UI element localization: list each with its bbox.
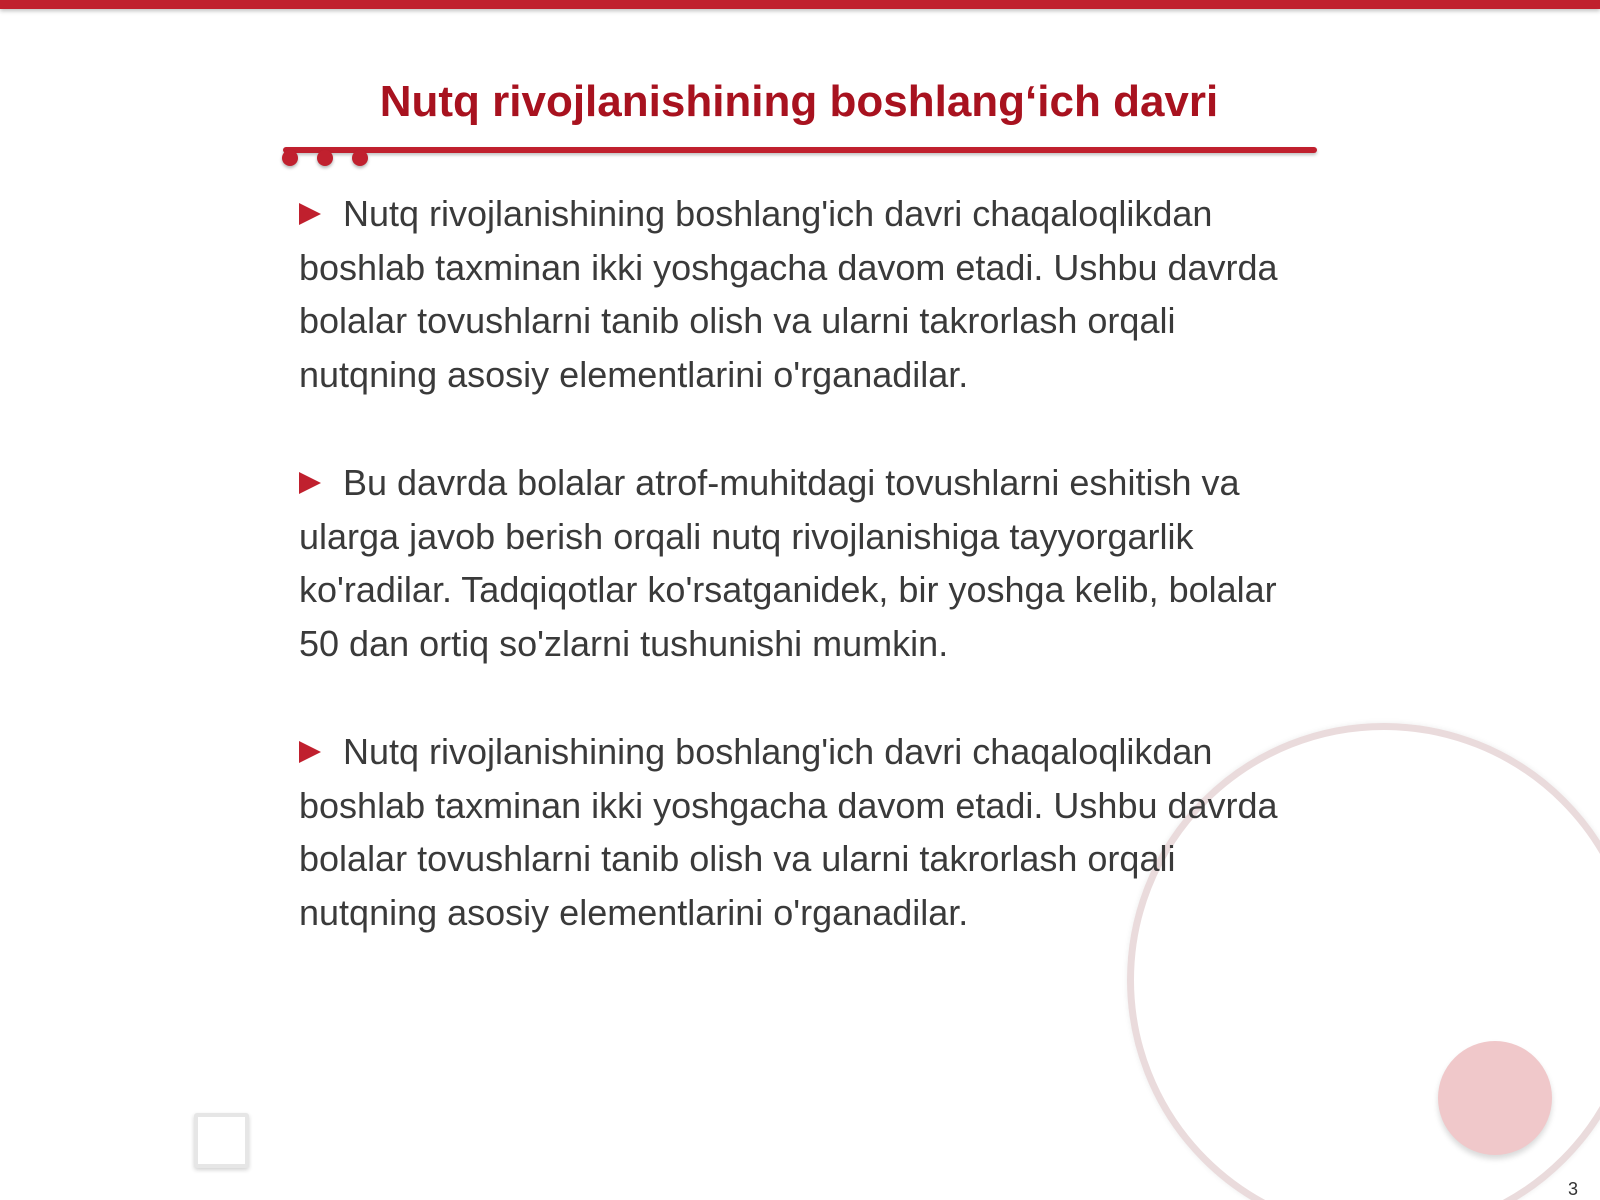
title-underline [283,147,1317,153]
bullet-text: Bu davrda bolalar atrof-muhitdagi tovushlarni eshitish va ularga javob berish orqali nutq rivojlanishiga tayyorgarlik ko'radilar. Tadqiqotlar ko'rsatganidek, bir yoshga kelib, bolalar 50 dan ortiq so'zlarni tushunishi mumkin. [299,462,1277,664]
triangle-right-icon [299,203,321,225]
bullet-item [299,725,1309,939]
bullet-item [299,456,1309,670]
bullet-list [299,187,1309,994]
bullet-text: Nutq rivojlanishining boshlang'ich davri chaqaloqlikdan boshlab taxminan ikki yoshgacha davom etadi. Ushbu davrda bolalar tovushlarni tanib olish va ularni takrorlash orqali nutqning asosiy elementlarini o'rganadilar. [299,193,1278,395]
decorative-circle [1438,1041,1552,1155]
bullet-item [299,187,1309,401]
page-number: 3 [1567,1179,1578,1199]
title-dot [317,150,333,166]
top-accent-bar [0,0,1600,9]
bullet-text: Nutq rivojlanishining boshlang'ich davri chaqaloqlikdan boshlab taxminan ikki yoshgacha davom etadi. Ushbu davrda bolalar tovushlarni tanib olish va ularni takrorlash orqali nutqning asosiy elementlarini o'rganadilar. [299,731,1278,933]
title-dot [352,150,368,166]
decorative-square [194,1113,249,1168]
triangle-right-icon [299,741,321,763]
slide-title: Nutq rivojlanishining boshlang‘ich davri [379,77,1219,126]
triangle-right-icon [299,472,321,494]
title-dot [282,150,298,166]
